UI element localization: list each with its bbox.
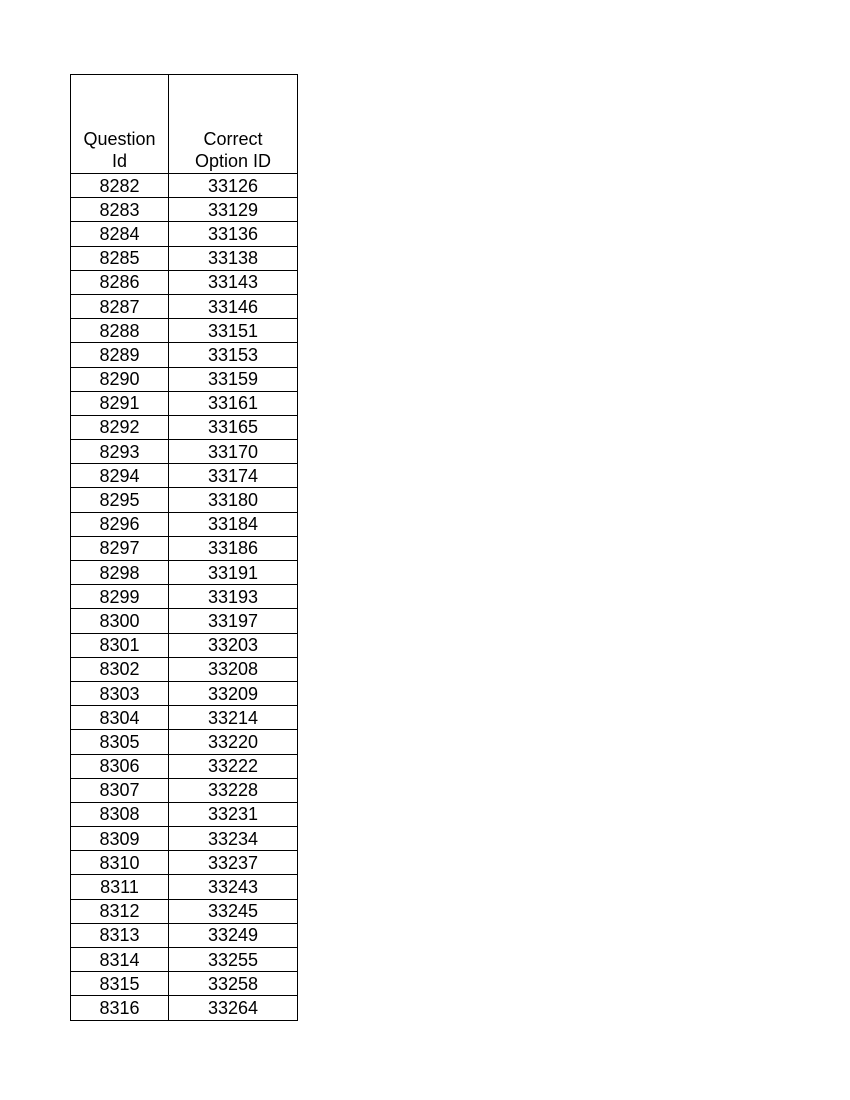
correct-option-id-header: [169, 75, 298, 174]
table-row: [71, 778, 298, 802]
table-row: [71, 657, 298, 681]
question-id-cell: 8299: [71, 585, 169, 609]
correct-option-id-cell: 33245: [169, 899, 298, 923]
table-row: [71, 923, 298, 947]
table-row: [71, 585, 298, 609]
question-id-cell: 8303: [71, 681, 169, 705]
table-row: [71, 464, 298, 488]
table-row: [71, 851, 298, 875]
table-row: [71, 875, 298, 899]
correct-option-id-cell: 33237: [169, 851, 298, 875]
correct-option-id-cell: 33214: [169, 706, 298, 730]
correct-option-id-cell: 33264: [169, 996, 298, 1020]
question-id-cell: 8308: [71, 802, 169, 826]
correct-option-id-cell: 33191: [169, 561, 298, 585]
question-id-cell: 8298: [71, 561, 169, 585]
question-id-cell: 8294: [71, 464, 169, 488]
correct-option-id-cell: 33184: [169, 512, 298, 536]
header-row: [71, 75, 298, 174]
correct-option-id-cell: 33228: [169, 778, 298, 802]
question-id-cell: 8309: [71, 827, 169, 851]
header-line: Question: [83, 129, 156, 149]
question-id-cell: 8288: [71, 319, 169, 343]
table-row: [71, 367, 298, 391]
header-line: Option ID: [194, 151, 272, 171]
correct-option-id-cell: 33220: [169, 730, 298, 754]
table-row: [71, 633, 298, 657]
question-id-cell: 8315: [71, 972, 169, 996]
correct-option-id-cell: 33231: [169, 802, 298, 826]
correct-option-id-cell: 33180: [169, 488, 298, 512]
table-row: [71, 294, 298, 318]
correct-option-id-cell: 33255: [169, 948, 298, 972]
question-id-cell: 8307: [71, 778, 169, 802]
table-row: [71, 488, 298, 512]
correct-option-id-cell: 33146: [169, 294, 298, 318]
correct-option-id-cell: 33174: [169, 464, 298, 488]
table-row: [71, 561, 298, 585]
table-row: [71, 609, 298, 633]
question-id-cell: 8283: [71, 198, 169, 222]
table-row: [71, 972, 298, 996]
question-id-cell: 8291: [71, 391, 169, 415]
question-id-cell: 8313: [71, 923, 169, 947]
correct-option-id-cell: 33159: [169, 367, 298, 391]
table-row: [71, 706, 298, 730]
question-id-cell: 8295: [71, 488, 169, 512]
table-row: [71, 415, 298, 439]
correct-option-id-cell: 33170: [169, 440, 298, 464]
correct-option-id-cell: 33243: [169, 875, 298, 899]
question-id-cell: 8282: [71, 174, 169, 198]
correct-option-id-cell: 33186: [169, 536, 298, 560]
question-id-cell: 8301: [71, 633, 169, 657]
table-row: [71, 730, 298, 754]
question-id-cell: 8286: [71, 270, 169, 294]
table-header: [71, 75, 298, 174]
correct-option-id-cell: 33161: [169, 391, 298, 415]
table-row: [71, 899, 298, 923]
table-row: [71, 512, 298, 536]
question-id-cell: 8287: [71, 294, 169, 318]
table-row: [71, 391, 298, 415]
correct-option-id-cell: 33203: [169, 633, 298, 657]
correct-option-id-cell: 33151: [169, 319, 298, 343]
correct-option-id-cell: 33138: [169, 246, 298, 270]
correct-option-id-cell: 33165: [169, 415, 298, 439]
correct-option-id-cell: 33126: [169, 174, 298, 198]
correct-option-id-cell: 33208: [169, 657, 298, 681]
table-row: [71, 246, 298, 270]
question-id-cell: 8314: [71, 948, 169, 972]
correct-option-id-cell: 33136: [169, 222, 298, 246]
correct-option-id-cell: 33129: [169, 198, 298, 222]
table-row: [71, 222, 298, 246]
question-id-cell: 8290: [71, 367, 169, 391]
correct-option-id-cell: 33153: [169, 343, 298, 367]
correct-option-id-cell: 33209: [169, 681, 298, 705]
question-id-cell: 8305: [71, 730, 169, 754]
table-row: [71, 948, 298, 972]
table-row: [71, 198, 298, 222]
table-body: [71, 174, 298, 1021]
table-row: [71, 174, 298, 198]
correct-option-id-cell: 33143: [169, 270, 298, 294]
table-row: [71, 343, 298, 367]
correct-option-id-cell: 33249: [169, 923, 298, 947]
question-id-cell: 8302: [71, 657, 169, 681]
table-row: [71, 319, 298, 343]
correct-option-id-cell: 33197: [169, 609, 298, 633]
table-row: [71, 996, 298, 1020]
question-id-cell: 8284: [71, 222, 169, 246]
question-id-cell: 8312: [71, 899, 169, 923]
table-row: [71, 536, 298, 560]
header-line: Id: [111, 151, 127, 171]
correct-option-id-cell: 33222: [169, 754, 298, 778]
question-id-cell: 8316: [71, 996, 169, 1020]
answer-key-table: [70, 74, 298, 1021]
question-id-cell: 8296: [71, 512, 169, 536]
correct-option-id-cell: 33193: [169, 585, 298, 609]
correct-option-id-cell: 33234: [169, 827, 298, 851]
question-id-cell: 8310: [71, 851, 169, 875]
table-row: [71, 827, 298, 851]
question-id-cell: 8304: [71, 706, 169, 730]
question-id-cell: 8300: [71, 609, 169, 633]
table-row: [71, 440, 298, 464]
header-line: Correct: [203, 129, 263, 149]
question-id-cell: 8292: [71, 415, 169, 439]
question-id-header: [71, 75, 169, 174]
table-row: [71, 681, 298, 705]
question-id-cell: 8297: [71, 536, 169, 560]
question-id-cell: 8306: [71, 754, 169, 778]
question-id-cell: 8293: [71, 440, 169, 464]
table-row: [71, 754, 298, 778]
table-row: [71, 270, 298, 294]
table-row: [71, 802, 298, 826]
correct-option-id-cell: 33258: [169, 972, 298, 996]
question-id-cell: 8285: [71, 246, 169, 270]
question-id-cell: 8311: [71, 875, 169, 899]
question-id-cell: 8289: [71, 343, 169, 367]
